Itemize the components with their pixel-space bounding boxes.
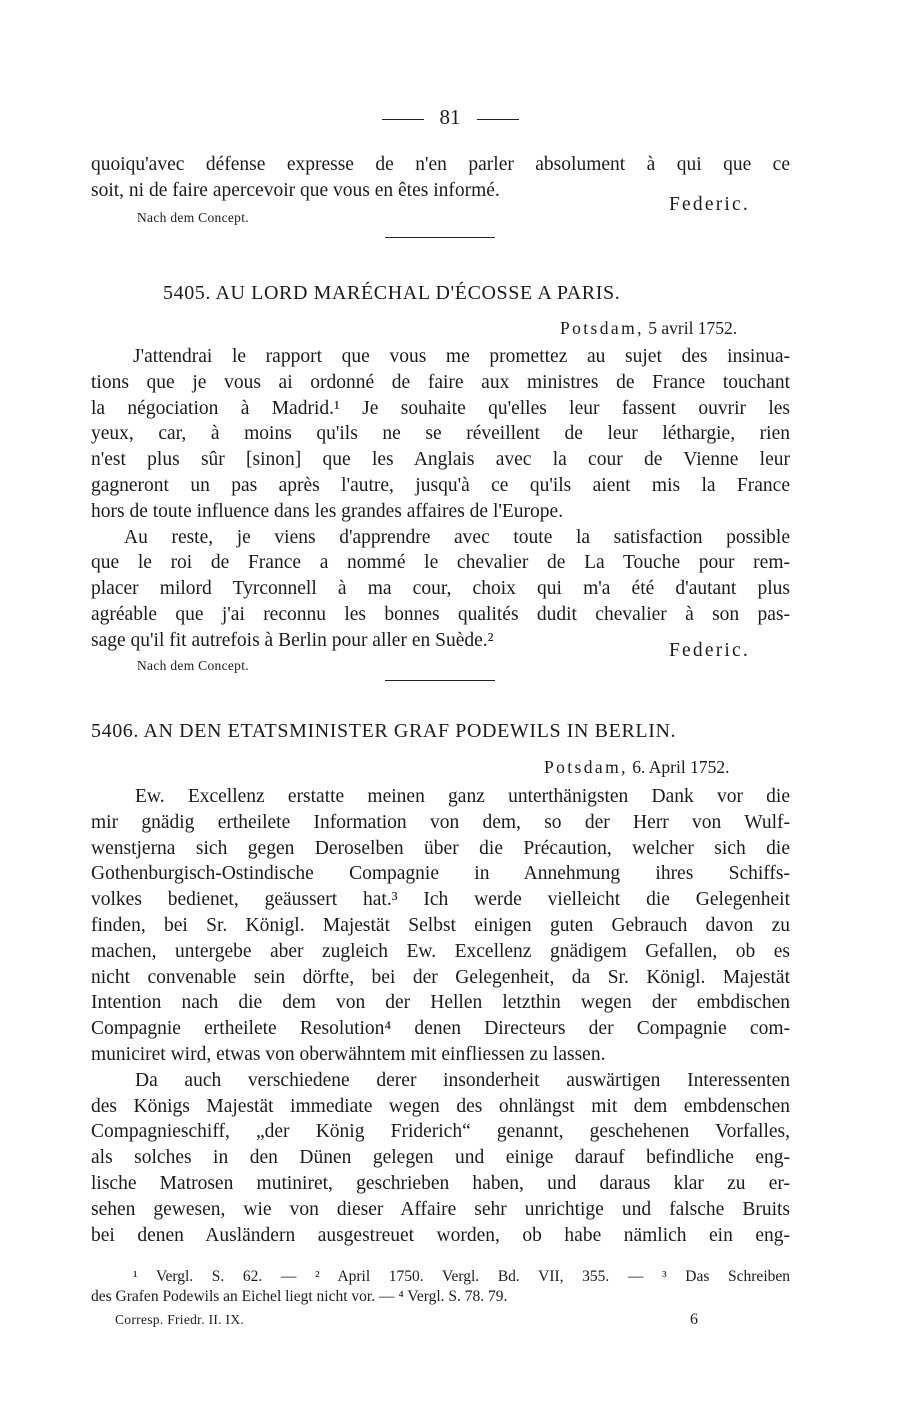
text-line: agréable que j'ai reconnu les bonnes qualités dudit chevalier à son pas- bbox=[91, 603, 790, 625]
letter-body-5405 bbox=[91, 344, 790, 654]
letter-body-5406 bbox=[91, 784, 790, 1248]
date-text: 6. April 1752. bbox=[627, 757, 730, 777]
text-line: Gothenburgisch-Ostindische Compagnie in Annehmung ihres Schiffs- bbox=[91, 863, 790, 885]
footnote-line: ¹ Vergl. S. 62. — ² April 1750. Vergl. Bd. VII, 355. — ³ Das Schreiben bbox=[133, 1268, 790, 1285]
text-line: la négociation à Madrid.¹ Je souhaite qu'elles leur fassent ouvrir les bbox=[91, 397, 790, 419]
text-line: Au reste, je viens d'apprendre avec toute la satisfaction possible bbox=[124, 526, 790, 548]
text-line: Compagnieschiff, „der König Friderich“ genannt, geschehenen Vorfalles, bbox=[91, 1121, 790, 1143]
source-note: Nach dem Concept. bbox=[137, 658, 249, 673]
section-separator bbox=[385, 680, 495, 681]
text-line: des Königs Majestät immediate wegen des ohnlängst mit dem embdenschen bbox=[91, 1095, 790, 1117]
text-line: yeux, car, à moins qu'ils ne se réveillent de leur léthargie, rien bbox=[91, 423, 790, 445]
date-place: Potsdam, bbox=[544, 757, 628, 777]
text-line: Intention nach die dem von der Hellen letzthin wegen der embdischen bbox=[91, 992, 790, 1014]
text-line: quoiqu'avec défense expresse de n'en parler absolument à qui que ce bbox=[91, 154, 790, 175]
letter-heading-5406: 5406. AN DEN ETATSMINISTER GRAF PODEWILS IN BERLIN. bbox=[91, 720, 677, 742]
letter-heading-5405: 5405. AU LORD MARÉCHAL D'ÉCOSSE A PARIS. bbox=[163, 282, 621, 304]
text-line: Ew. Excellenz erstatte meinen ganz unterthänigsten Dank vor die bbox=[135, 786, 790, 807]
text-line: volkes bedienet, geäussert hat.³ Ich werde vielleicht die Gelegenheit bbox=[91, 889, 790, 911]
header-rule-right bbox=[477, 119, 519, 120]
signature: Federic. bbox=[669, 194, 750, 215]
text-line: nicht convenable sein dörfte, bei der Gelegenheit, da Sr. Königl. Majestät bbox=[91, 966, 790, 988]
text-line: bei denen Ausländern ausgestreuet worden, ob habe nämlich ein eng- bbox=[91, 1224, 790, 1246]
page-number: 81 bbox=[439, 105, 461, 129]
text-line: placer milord Tyrconnell à ma cour, choix qui m'a été d'autant plus bbox=[91, 578, 790, 600]
text-line: tions que je vous ai ordonné de faire aux ministres de France touchant bbox=[91, 371, 790, 393]
footnote-line: des Grafen Podewils an Eichel liegt nicht vor. — ⁴ Vergl. S. 78. 79. bbox=[91, 1288, 508, 1305]
letter-date-5405 bbox=[560, 318, 737, 339]
sheet-number: 6 bbox=[690, 1311, 698, 1328]
signature: Federic. bbox=[669, 640, 750, 661]
text-line: machen, untergebe aber zugleich Ew. Excellenz gnädigem Gefallen, ob es bbox=[91, 940, 790, 962]
text-line: sehen gewesen, wie von dieser Affaire sehr unrichtige und falsche Bruits bbox=[91, 1198, 790, 1220]
text-line: municiret wird, etwas von oberwähntem mit einfliessen zu lassen. bbox=[91, 1043, 606, 1065]
source-note: Nach dem Concept. bbox=[137, 210, 249, 225]
text-line: Compagnie ertheilete Resolution⁴ denen Directeurs der Compagnie com- bbox=[91, 1018, 790, 1040]
text-line: Da auch verschiedene derer insonderheit auswärtigen Interessenten bbox=[135, 1069, 790, 1091]
letter-date-5406 bbox=[544, 757, 729, 778]
header-rule-left bbox=[382, 119, 424, 120]
footnotes bbox=[91, 1267, 790, 1307]
section-separator bbox=[385, 237, 495, 238]
page-header bbox=[0, 105, 900, 130]
date-place: Potsdam, bbox=[560, 318, 644, 338]
date-text: 5 avril 1752. bbox=[643, 318, 738, 338]
text-line: lische Matrosen mutiniret, geschrieben haben, und daraus klar zu er- bbox=[91, 1172, 790, 1194]
text-line: als solches in den Dünen gelegen und einige darauf befindliche eng- bbox=[91, 1147, 790, 1169]
text-line: gagneront un pas après l'autre, jusqu'à ce qu'ils aient mis la France bbox=[91, 474, 790, 496]
text-line: sage qu'il fit autrefois à Berlin pour aller en Suède.² bbox=[91, 629, 494, 651]
text-line: wenstjerna sich gegen Deroselben über die Précaution, welcher sich die bbox=[91, 837, 790, 859]
text-line: que le roi de France a nommé le chevalier de La Touche pour rem- bbox=[91, 552, 790, 574]
footer-signature-mark: Corresp. Friedr. II. IX. bbox=[115, 1312, 245, 1327]
text-line: n'est plus sûr [sinon] que les Anglais avec la cour de Vienne leur bbox=[91, 449, 790, 471]
text-line: soit, ni de faire apercevoir que vous en êtes informé. bbox=[91, 179, 500, 201]
text-line: hors de toute influence dans les grandes affaires de l'Europe. bbox=[91, 500, 564, 522]
text-line: J'attendrai le rapport que vous me promettez au sujet des insinua- bbox=[133, 346, 790, 367]
text-line: mir gnädig ertheilete Information von dem, so der Herr von Wulf- bbox=[91, 811, 790, 833]
text-line: finden, bei Sr. Königl. Majestät Selbst einigen guten Gebrauch davon zu bbox=[91, 914, 790, 936]
